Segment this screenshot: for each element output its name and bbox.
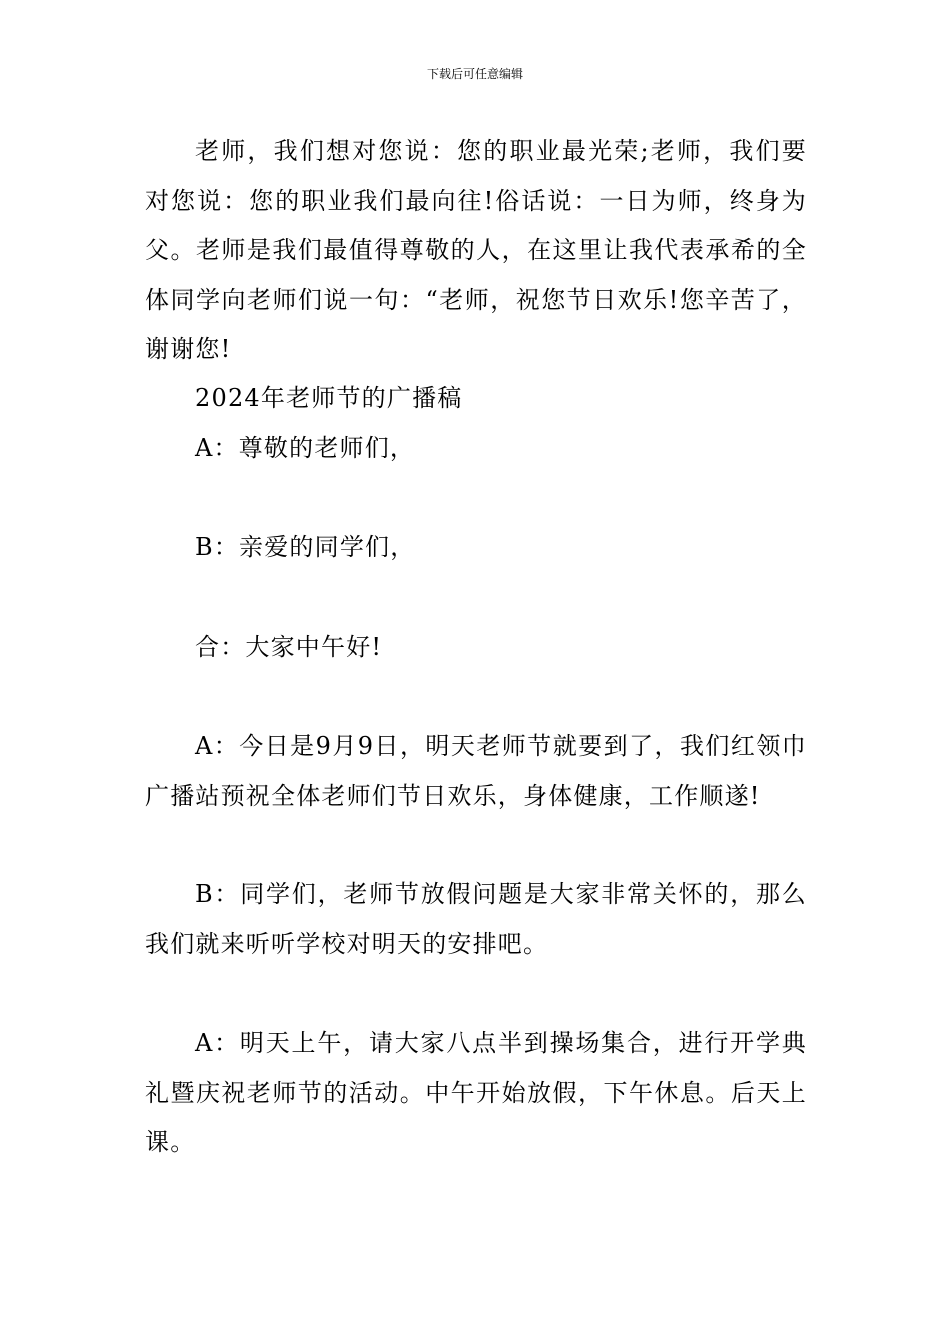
- line-b-greeting-text: B：亲爱的同学们，: [195, 533, 416, 561]
- paragraph-a-schedule: [145, 1019, 807, 1168]
- line-a-greeting: [145, 424, 807, 474]
- paragraph-a-schedule-text: A：明天上午，请大家八点半到操场集合，进行开学典礼暨庆祝老师节的活动。中午开始放假，下午休息。后天上课。: [145, 1029, 807, 1156]
- paragraph-b-question-text: B：同学们，老师节放假问题是大家非常关怀的，那么我们就来听听学校对明天的安排吧。: [145, 880, 807, 958]
- intro-paragraph: [145, 127, 807, 375]
- broadcast-title-text: 2024年老师节的广播稿: [195, 384, 463, 412]
- line-together-greeting: [145, 623, 807, 673]
- line-a-greeting-text: A：尊敬的老师们，: [195, 434, 416, 462]
- paragraph-b-question: [145, 870, 807, 969]
- line-together-greeting-text: 合：大家中午好!: [195, 633, 383, 661]
- page-header-note: 下载后可任意编辑: [426, 67, 523, 81]
- line-b-greeting: [145, 523, 807, 573]
- broadcast-title: [145, 374, 807, 424]
- paragraph-a-announcement: [145, 722, 807, 821]
- paragraph-a-announcement-text: A：今日是9月9日，明天老师节就要到了，我们红领巾广播站预祝全体老师们节日欢乐，身体健康，工作顺遂!: [145, 732, 807, 810]
- intro-text: 老师，我们想对您说：您的职业最光荣;老师，我们要对您说：您的职业我们最向往!俗话说：一日为师，终身为父。老师是我们最值得尊敬的人，在这里让我代表承希的全体同学向老师们说一句：“老师，祝您节日欢乐!您辛苦了，谢谢您!: [145, 137, 807, 363]
